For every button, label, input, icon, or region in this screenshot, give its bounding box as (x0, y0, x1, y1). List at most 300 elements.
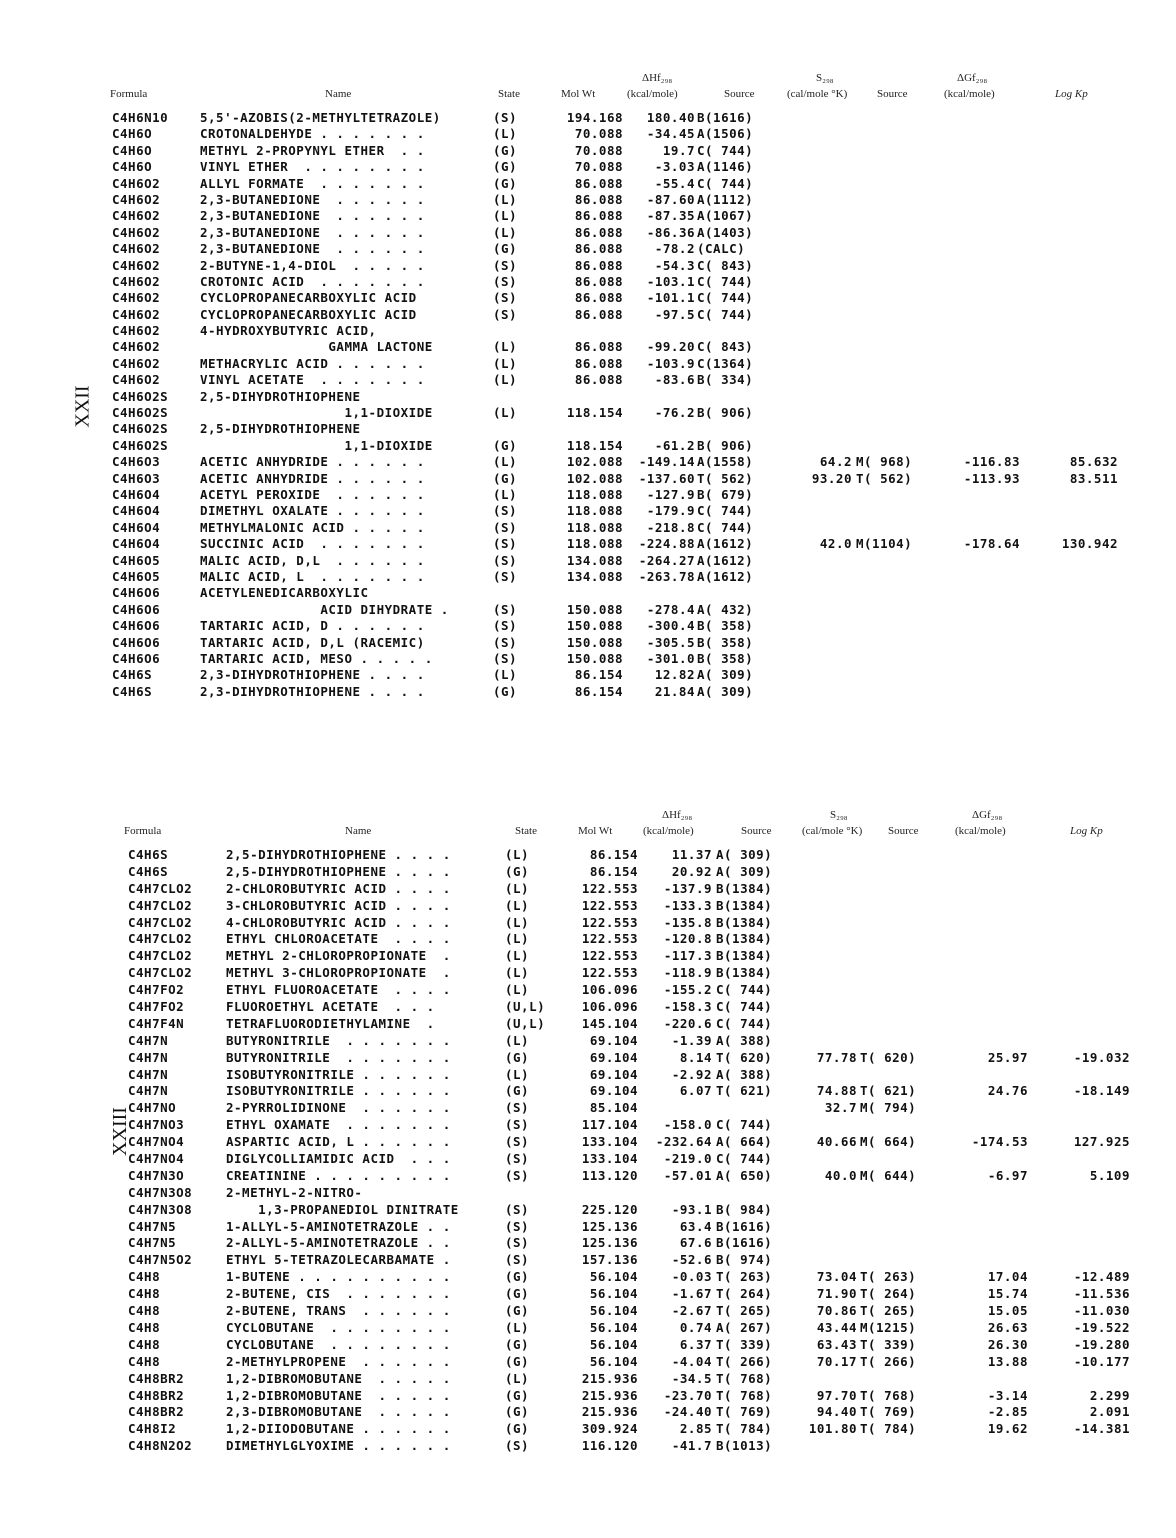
cell-log-kp: 2.091 (1089, 1404, 1130, 1420)
cell-formula: C4H6S (128, 847, 169, 862)
table-row (0, 274, 1176, 290)
cell-s298: 74.88 (816, 1083, 857, 1099)
cell-source: B(1384) (716, 880, 773, 896)
table-row (0, 1388, 1176, 1405)
cell-s298: 32.7 (824, 1100, 857, 1116)
cell-state: (S) (505, 1117, 530, 1133)
cell-formula: C4H6O6 (112, 634, 161, 650)
cell-dhf: -55.4 (654, 175, 695, 191)
table-row (0, 915, 1176, 932)
table-row (0, 208, 1176, 224)
cell-formula: C4H7FO2 (128, 982, 185, 998)
cell-dhf: -54.3 (654, 257, 695, 273)
cell-mol-wt: 122.553 (581, 948, 638, 964)
cell-dhf: 0.74 (679, 1319, 712, 1335)
table-row (0, 667, 1176, 683)
cell-name: SUCCINIC ACID . . . . . . . (200, 536, 425, 552)
cell-log-kp: 2.299 (1089, 1387, 1130, 1403)
cell-mol-wt: 106.096 (581, 999, 638, 1015)
cell-name: 3-CHLOROBUTYRIC ACID . . . . (226, 897, 451, 913)
cell-formula: C4H7N5 (128, 1218, 177, 1234)
cell-state: (G) (505, 1353, 530, 1369)
cell-formula: C4H7F4N (128, 1015, 185, 1031)
cell-mol-wt: 86.088 (574, 372, 623, 388)
cell-state: (L) (493, 126, 518, 142)
cell-formula: C4H6O6 (112, 601, 161, 617)
cell-log-kp: -11.536 (1073, 1286, 1130, 1302)
section-label: XXII (71, 385, 94, 428)
cell-name: 1,2-DIBROMOBUTANE . . . . . (226, 1370, 451, 1386)
cell-name: 1,2-DIIODOBUTANE . . . . . . (226, 1421, 451, 1437)
cell-dhf: 63.4 (679, 1218, 712, 1234)
cell-source: A( 664) (716, 1134, 773, 1150)
cell-dhf: -118.9 (663, 965, 712, 981)
cell-dgf: 17.04 (987, 1269, 1028, 1285)
cell-dhf: 2.85 (679, 1421, 712, 1437)
table-row (0, 126, 1176, 142)
cell-name: GAMMA LACTONE (200, 339, 433, 355)
cell-dhf: -23.70 (663, 1387, 712, 1403)
cell-name: 2-ALLYL-5-AMINOTETRAZOLE . . (226, 1235, 451, 1251)
cell-dgf: -174.53 (971, 1134, 1028, 1150)
cell-s298: 70.17 (816, 1353, 857, 1369)
cell-name: CYCLOPROPANECARBOXYLIC ACID (200, 290, 417, 306)
cell-state: (L) (493, 372, 518, 388)
cell-state: (L) (505, 1319, 530, 1335)
cell-formula: C4H7N3O (128, 1167, 185, 1183)
cell-state: (S) (505, 1100, 530, 1116)
cell-source: T( 768) (716, 1370, 773, 1386)
cell-source: C( 744) (697, 273, 754, 289)
cell-name: 2,3-BUTANEDIONE . . . . . . (200, 191, 425, 207)
cell-name: CROTONALDEHYDE . . . . . . . (200, 126, 425, 142)
cell-dhf: -101.1 (646, 290, 695, 306)
cell-formula: C4H7NO4 (128, 1151, 185, 1167)
cell-s298-source: M(1104) (856, 536, 913, 552)
cell-mol-wt: 102.088 (566, 454, 623, 470)
cell-state: (G) (505, 1404, 530, 1420)
cell-state: (G) (493, 241, 518, 257)
cell-s298: 93.20 (811, 470, 852, 486)
cell-source: T( 339) (716, 1336, 773, 1352)
cell-dhf: 180.40 (646, 110, 695, 125)
header-source: Source (741, 825, 772, 837)
cell-mol-wt: 145.104 (581, 1015, 638, 1031)
cell-name: ETHYL FLUOROACETATE . . . . (226, 982, 451, 998)
cell-formula: C4H8BR2 (128, 1370, 185, 1386)
table-row (0, 1286, 1176, 1303)
cell-dgf: -2.85 (987, 1404, 1028, 1420)
table-row (0, 323, 1176, 339)
cell-dhf: 6.07 (679, 1083, 712, 1099)
cell-name: ACETIC ANHYDRIDE . . . . . . (200, 470, 425, 486)
cell-s298: 64.2 (819, 454, 852, 470)
cell-source: A( 309) (716, 863, 773, 879)
cell-source: B( 974) (716, 1252, 773, 1268)
cell-mol-wt: 86.088 (574, 355, 623, 371)
cell-dgf: -113.93 (963, 470, 1020, 486)
cell-state: (L) (505, 880, 530, 896)
cell-mol-wt: 116.120 (581, 1438, 638, 1454)
table-row (0, 405, 1176, 421)
cell-name: 1,1-DIOXIDE (200, 405, 433, 421)
cell-source: C( 744) (697, 306, 754, 322)
cell-source: B(1384) (716, 931, 773, 947)
table-row (0, 948, 1176, 965)
table-row (0, 684, 1176, 700)
cell-name: FLUOROETHYL ACETATE . . . (226, 999, 435, 1015)
cell-name: 2-CHLOROBUTYRIC ACID . . . . (226, 880, 451, 896)
cell-formula: C4H6O2 (112, 191, 161, 207)
cell-dhf: -1.67 (671, 1286, 712, 1302)
cell-name: 1-BUTENE . . . . . . . . . . (226, 1269, 451, 1285)
table-row (0, 965, 1176, 982)
cell-log-kp: -14.381 (1073, 1421, 1130, 1437)
cell-mol-wt: 125.136 (581, 1235, 638, 1251)
cell-name: CYCLOBUTANE . . . . . . . . (226, 1336, 451, 1352)
cell-name: 2-BUTENE, CIS . . . . . . . (226, 1286, 451, 1302)
cell-dhf: -158.3 (663, 999, 712, 1015)
cell-dhf: -87.60 (646, 191, 695, 207)
cell-name: 2-BUTYNE-1,4-DIOL . . . . . (200, 257, 425, 273)
cell-state: (G) (505, 1286, 530, 1302)
table-row (0, 1421, 1176, 1438)
cell-dhf: -137.60 (638, 470, 695, 486)
cell-log-kp: 85.632 (1069, 454, 1118, 470)
cell-state: (G) (505, 1387, 530, 1403)
cell-state: (L) (493, 339, 518, 355)
cell-name: CYCLOPROPANECARBOXYLIC ACID (200, 306, 417, 322)
cell-state: (S) (505, 1218, 530, 1234)
cell-mol-wt: 118.088 (566, 536, 623, 552)
cell-source: A( 309) (697, 667, 754, 683)
cell-mol-wt: 134.088 (566, 568, 623, 584)
table-row (0, 864, 1176, 881)
cell-formula: C4H6O2S (112, 388, 169, 404)
cell-mol-wt: 122.553 (581, 880, 638, 896)
cell-source: B(1384) (716, 948, 773, 964)
cell-mol-wt: 150.088 (566, 618, 623, 634)
cell-source: T( 620) (716, 1049, 773, 1065)
table-row (0, 635, 1176, 651)
table-row (0, 1168, 1176, 1185)
cell-mol-wt: 69.104 (589, 1083, 638, 1099)
header-formula: Formula (110, 88, 148, 100)
cell-state: (S) (493, 306, 518, 322)
cell-source: A(1612) (697, 536, 754, 552)
cell-mol-wt: 117.104 (581, 1117, 638, 1133)
table-row (0, 1117, 1176, 1134)
table-row (0, 454, 1176, 470)
cell-mol-wt: 86.154 (589, 847, 638, 862)
cell-mol-wt: 56.104 (589, 1269, 638, 1285)
cell-mol-wt: 113.120 (581, 1167, 638, 1183)
table-row (0, 898, 1176, 915)
table-row (0, 438, 1176, 454)
cell-source: B( 358) (697, 618, 754, 634)
cell-dhf: -127.9 (646, 486, 695, 502)
cell-source: C( 744) (697, 175, 754, 191)
cell-name: 2,5-DIHYDROTHIOPHENE (200, 421, 361, 437)
cell-name: 2-METHYL-2-NITRO- (226, 1184, 363, 1200)
cell-dgf: 25.97 (987, 1049, 1028, 1065)
cell-log-kp: -19.280 (1073, 1336, 1130, 1352)
cell-dhf: -103.1 (646, 273, 695, 289)
cell-name: ASPARTIC ACID, L . . . . . . (226, 1134, 451, 1150)
cell-state: (S) (505, 1235, 530, 1251)
cell-mol-wt: 215.936 (581, 1370, 638, 1386)
table-row (0, 931, 1176, 948)
cell-name: 2-BUTENE, TRANS . . . . . . (226, 1303, 451, 1319)
cell-state: (G) (493, 175, 518, 191)
cell-state: (S) (493, 568, 518, 584)
cell-dhf: -135.8 (663, 914, 712, 930)
cell-name: 2-METHYLPROPENE . . . . . . (226, 1353, 451, 1369)
cell-name: VINYL ETHER . . . . . . . . (200, 159, 425, 175)
cell-source: C( 744) (716, 1015, 773, 1031)
cell-state: (L) (493, 486, 518, 502)
cell-state: (S) (505, 1201, 530, 1217)
cell-dhf: -224.88 (638, 536, 695, 552)
cell-formula: C4H8 (128, 1303, 161, 1319)
cell-dhf: 67.6 (679, 1235, 712, 1251)
cell-mol-wt: 118.088 (566, 486, 623, 502)
cell-source: A( 388) (716, 1032, 773, 1048)
cell-source: B( 984) (716, 1201, 773, 1217)
cell-mol-wt: 70.088 (574, 159, 623, 175)
cell-name: 2,5-DIHYDROTHIOPHENE . . . . (226, 847, 451, 862)
cell-mol-wt: 86.088 (574, 175, 623, 191)
cell-dhf: -263.78 (638, 568, 695, 584)
cell-dgf: 26.30 (987, 1336, 1028, 1352)
header-log-kp: Log Kp (1070, 825, 1103, 837)
cell-formula: C4H6O (112, 126, 153, 142)
cell-s298: 73.04 (816, 1269, 857, 1285)
cell-mol-wt: 86.088 (574, 191, 623, 207)
cell-formula: C4H6O3 (112, 470, 161, 486)
cell-formula: C4H7N3O8 (128, 1201, 193, 1217)
cell-formula: C4H6O4 (112, 519, 161, 535)
cell-name: ALLYL FORMATE . . . . . . . (200, 175, 425, 191)
cell-name: ETHYL CHLOROACETATE . . . . (226, 931, 451, 947)
header-dgf: ΔGf₂₉₈ (957, 72, 988, 84)
table-row (0, 569, 1176, 585)
cell-dgf: -116.83 (963, 454, 1020, 470)
cell-s298: 42.0 (819, 536, 852, 552)
cell-mol-wt: 85.104 (589, 1100, 638, 1116)
cell-source: B(1616) (716, 1235, 773, 1251)
cell-log-kp: 83.511 (1069, 470, 1118, 486)
cell-source: B(1384) (716, 914, 773, 930)
cell-name: 2,3-DIHYDROTHIOPHENE . . . . (200, 667, 425, 683)
cell-source: T( 621) (716, 1083, 773, 1099)
cell-s298-source: M( 794) (860, 1100, 917, 1116)
header-mol-wt: Mol Wt (578, 825, 613, 837)
cell-source: C( 744) (697, 503, 754, 519)
table-row (0, 1337, 1176, 1354)
cell-dhf: -103.9 (646, 355, 695, 371)
cell-name: ACID DIHYDRATE . (200, 601, 449, 617)
table-row (0, 982, 1176, 999)
cell-name: ETHYL OXAMATE . . . . . . . (226, 1117, 451, 1133)
cell-dhf: -301.0 (646, 650, 695, 666)
cell-formula: C4H7N3O8 (128, 1184, 193, 1200)
cell-name: 1,3-PROPANEDIOL DINITRATE (226, 1201, 459, 1217)
table-row (0, 307, 1176, 323)
cell-formula: C4H7NO4 (128, 1134, 185, 1150)
cell-source: C(1364) (697, 355, 754, 371)
cell-source: A(1112) (697, 191, 754, 207)
cell-source: C( 744) (716, 999, 773, 1015)
cell-dhf: -93.1 (671, 1201, 712, 1217)
cell-source: B( 906) (697, 405, 754, 421)
cell-source: T( 265) (716, 1303, 773, 1319)
cell-dhf: -133.3 (663, 897, 712, 913)
cell-name: 2,3-BUTANEDIONE . . . . . . (200, 224, 425, 240)
cell-source: T( 263) (716, 1269, 773, 1285)
header-source-2: Source (888, 825, 919, 837)
cell-mol-wt: 194.168 (566, 110, 623, 125)
cell-source: T( 769) (716, 1404, 773, 1420)
table-row (0, 847, 1176, 864)
cell-name: ACETIC ANHYDRIDE . . . . . . (200, 454, 425, 470)
cell-mol-wt: 86.088 (574, 273, 623, 289)
cell-state: (L) (505, 847, 530, 862)
cell-state: (S) (493, 110, 518, 125)
table-row (0, 389, 1176, 405)
cell-dhf: -78.2 (654, 241, 695, 257)
cell-source: B( 906) (697, 437, 754, 453)
cell-dhf: -1.39 (671, 1032, 712, 1048)
cell-state: (L) (505, 1370, 530, 1386)
table-row (0, 258, 1176, 274)
cell-source: (CALC) (697, 241, 746, 257)
cell-s298-source: T( 264) (860, 1286, 917, 1302)
cell-mol-wt: 133.104 (581, 1134, 638, 1150)
cell-s298: 40.0 (824, 1167, 857, 1183)
cell-formula: C4H6O2 (112, 208, 161, 224)
cell-formula: C4H6N10 (112, 110, 169, 125)
header-dhf: ΔHf₂₉₈ (662, 809, 693, 821)
cell-source: C( 744) (697, 290, 754, 306)
cell-formula: C4H6O (112, 159, 153, 175)
cell-s298-source: T( 339) (860, 1336, 917, 1352)
cell-s298-source: T( 768) (860, 1387, 917, 1403)
cell-state: (L) (493, 355, 518, 371)
cell-name: ACETYLENEDICARBOXYLIC (200, 585, 369, 601)
cell-dhf: -41.7 (671, 1438, 712, 1454)
cell-dhf: 20.92 (671, 863, 712, 879)
table-row (0, 1219, 1176, 1236)
cell-formula: C4H8 (128, 1269, 161, 1285)
cell-mol-wt: 118.154 (566, 405, 623, 421)
cell-dgf: -3.14 (987, 1387, 1028, 1403)
cell-mol-wt: 122.553 (581, 897, 638, 913)
cell-name: CROTONIC ACID . . . . . . . (200, 273, 425, 289)
header-formula: Formula (124, 825, 162, 837)
cell-formula: C4H7N (128, 1049, 169, 1065)
cell-mol-wt: 215.936 (581, 1387, 638, 1403)
cell-mol-wt: 69.104 (589, 1066, 638, 1082)
header-dgf: ΔGf₂₉₈ (972, 809, 1003, 821)
cell-s298-source: M( 968) (856, 454, 913, 470)
cell-state: (S) (493, 273, 518, 289)
cell-dhf: -76.2 (654, 405, 695, 421)
cell-mol-wt: 56.104 (589, 1353, 638, 1369)
cell-formula: C4H6O2S (112, 421, 169, 437)
table-row (0, 536, 1176, 552)
cell-s298-source: T( 265) (860, 1303, 917, 1319)
cell-state: (L) (505, 931, 530, 947)
cell-state: (L) (505, 948, 530, 964)
cell-formula: C4H6O2 (112, 175, 161, 191)
cell-dhf: -117.3 (663, 948, 712, 964)
cell-formula: C4H6O2 (112, 273, 161, 289)
cell-mol-wt: 118.154 (566, 437, 623, 453)
cell-formula: C4H6S (112, 683, 153, 699)
cell-mol-wt: 86.088 (574, 306, 623, 322)
cell-dhf: -220.6 (663, 1015, 712, 1031)
cell-state: (S) (493, 290, 518, 306)
cell-log-kp: -10.177 (1073, 1353, 1130, 1369)
column-header (0, 68, 1176, 102)
column-header (0, 805, 1176, 839)
cell-s298: 101.80 (808, 1421, 857, 1437)
cell-formula: C4H6S (112, 667, 153, 683)
cell-source: B( 358) (697, 650, 754, 666)
table-row (0, 1067, 1176, 1084)
cell-state: (L) (493, 191, 518, 207)
header-dhf-unit: (kcal/mole) (627, 88, 678, 100)
cell-mol-wt: 86.154 (574, 683, 623, 699)
cell-formula: C4H7CLO2 (128, 897, 193, 913)
cell-state: (L) (505, 914, 530, 930)
cell-mol-wt: 86.154 (589, 863, 638, 879)
cell-s298: 71.90 (816, 1286, 857, 1302)
cell-formula: C4H6O2 (112, 306, 161, 322)
cell-dhf: -34.45 (646, 126, 695, 142)
cell-name: ACETYL PEROXIDE . . . . . . (200, 486, 425, 502)
cell-state: (L) (505, 1032, 530, 1048)
cell-source: A( 309) (716, 847, 773, 862)
cell-mol-wt: 122.553 (581, 931, 638, 947)
cell-formula: C4H6O2 (112, 355, 161, 371)
header-state: State (515, 825, 537, 837)
table-row (0, 1404, 1176, 1421)
cell-state: (L) (505, 897, 530, 913)
cell-state: (S) (493, 618, 518, 634)
cell-state: (L) (493, 667, 518, 683)
cell-source: B(1384) (716, 965, 773, 981)
cell-dgf: 15.05 (987, 1303, 1028, 1319)
cell-name: METHACRYLIC ACID . . . . . . (200, 355, 425, 371)
table-row (0, 192, 1176, 208)
cell-log-kp: -18.149 (1073, 1083, 1130, 1099)
cell-source: A(1612) (697, 568, 754, 584)
cell-state: (G) (505, 1049, 530, 1065)
table-row (0, 487, 1176, 503)
cell-source: A(1506) (697, 126, 754, 142)
cell-mol-wt: 225.120 (581, 1201, 638, 1217)
cell-mol-wt: 157.136 (581, 1252, 638, 1268)
cell-source: A(1403) (697, 224, 754, 240)
cell-dhf: -4.04 (671, 1353, 712, 1369)
cell-dgf: 15.74 (987, 1286, 1028, 1302)
cell-name: DIMETHYL OXALATE . . . . . . (200, 503, 425, 519)
cell-mol-wt: 86.088 (574, 241, 623, 257)
cell-name: DIMETHYLGLYOXIME . . . . . . (226, 1438, 451, 1454)
cell-s298: 94.40 (816, 1404, 857, 1420)
